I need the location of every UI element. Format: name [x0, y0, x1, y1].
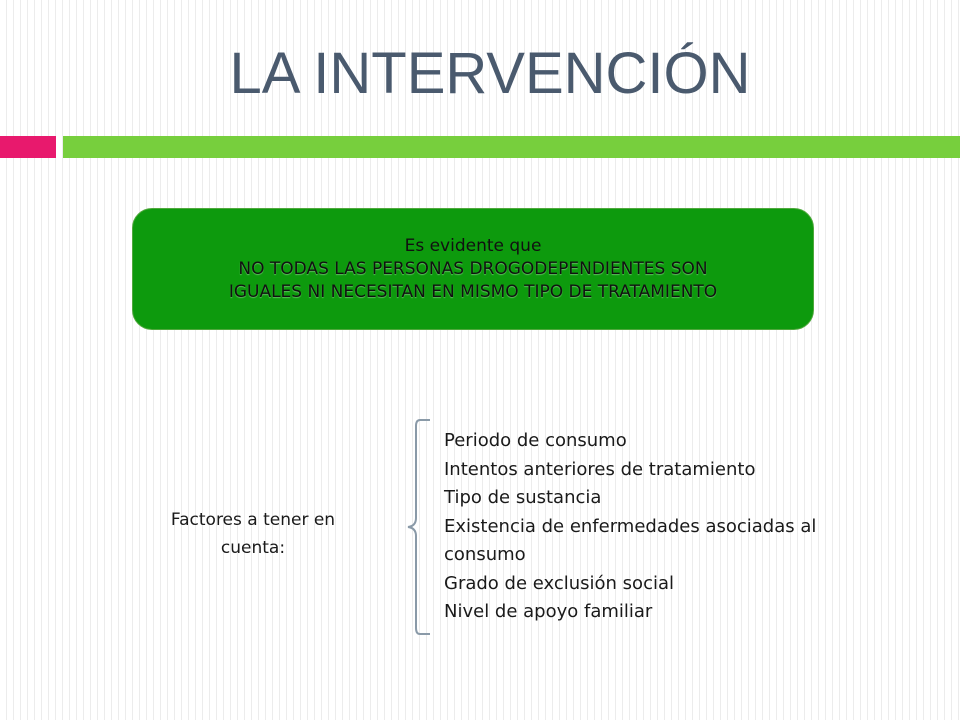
list-item: consumo: [444, 544, 526, 565]
callout-intro: Es evidente que: [404, 235, 542, 256]
factors-label-line-2: cuenta:: [220, 538, 286, 558]
accent-bar-green: [63, 136, 960, 158]
callout-box: [132, 208, 814, 330]
callout-statement-line-1: NO TODAS LAS PERSONAS DROGODEPENDIENTES SON: [238, 258, 708, 279]
accent-bar-pink: [0, 136, 56, 158]
list-item: Nivel de apoyo familiar: [444, 601, 653, 622]
factor-list: [444, 427, 944, 627]
factors-label-line-1: Factores a tener en: [170, 510, 336, 530]
list-item: Intentos anteriores de tratamiento: [444, 458, 756, 480]
list-item: Existencia de enfermedades asociadas al: [444, 515, 817, 537]
curly-brace-icon: [402, 418, 436, 636]
slide-title: LA INTERVENCIÓN: [229, 41, 751, 106]
list-item: Periodo de consumo: [444, 430, 627, 451]
list-item: Tipo de sustancia: [444, 487, 602, 508]
callout-statement-line-2: IGUALES NI NECESITAN EN MISMO TIPO DE TRATAMIENTO: [228, 281, 718, 302]
factors-label: [140, 506, 366, 562]
list-item: Grado de exclusión social: [444, 572, 675, 594]
